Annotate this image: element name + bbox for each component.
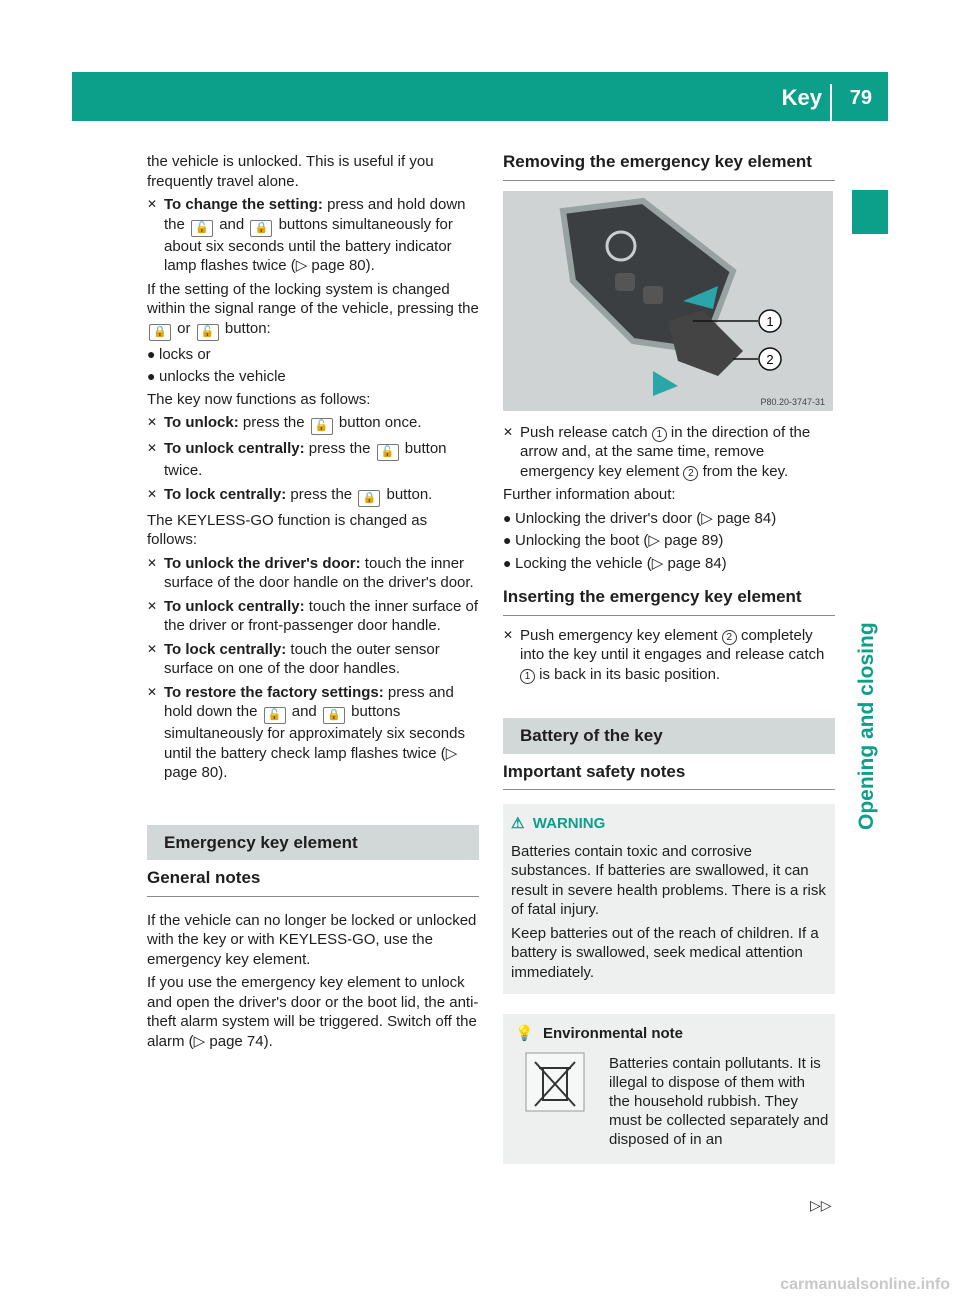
warning-text: Keep batteries out of the reach of children. If a battery is swallowed, seek medical attention immediately. xyxy=(511,924,819,981)
section-heading: Inserting the emergency key element xyxy=(503,587,835,616)
list-item-text: unlocks the vehicle xyxy=(159,368,286,385)
step-text: press and hold down the xyxy=(164,683,454,720)
step-text: completely into the key until it engages and release catch xyxy=(520,626,825,663)
page-ref-icon: ▷ xyxy=(648,532,660,549)
side-tab-label: Opening and closing xyxy=(855,622,878,830)
instruction-step xyxy=(503,423,835,482)
step-label: To lock centrally: xyxy=(164,485,287,503)
step-text: press the xyxy=(304,440,375,457)
callout-1-ref: 1 xyxy=(652,427,667,442)
step-label: To lock centrally: xyxy=(164,640,287,658)
page-link[interactable]: page 84) xyxy=(663,554,727,572)
instruction-step xyxy=(503,626,835,685)
bullet-icon: ● xyxy=(503,554,512,571)
instruction-step xyxy=(147,597,479,636)
warning-icon: ⚠ xyxy=(511,815,525,832)
lock-icon: 🔒 xyxy=(358,490,380,507)
step-arrow-icon: ✕ xyxy=(147,641,158,656)
section-heading: Battery of the key xyxy=(503,718,835,754)
page-number: 79 xyxy=(849,87,872,109)
paragraph: The key now functions as follows: xyxy=(147,390,371,408)
step-text: buttons simultaneously for approximately six seconds until the battery check lamp flashes twice ( xyxy=(164,703,465,762)
page-link[interactable]: page 80). xyxy=(307,257,375,274)
callout-2-ref: 2 xyxy=(722,630,737,645)
step-label: To restore the factory settings: xyxy=(164,683,384,701)
callout-2: 2 xyxy=(766,351,774,367)
step-arrow-icon: ✕ xyxy=(147,415,158,429)
step-label: To change the setting: xyxy=(164,196,323,213)
lock-icon: 🔒 xyxy=(149,324,171,341)
paragraph: The KEYLESS-GO function is changed as follows: xyxy=(147,511,428,548)
list-item xyxy=(503,554,835,574)
step-text: Push release catch xyxy=(520,423,652,441)
step-arrow-icon: ✕ xyxy=(147,684,158,699)
page-ref-icon: ▷ xyxy=(701,509,713,527)
header-divider xyxy=(830,84,832,121)
paragraph: the vehicle is unlocked. This is useful if you frequently travel alone. xyxy=(147,153,434,190)
step-text: Push emergency key element xyxy=(520,626,722,644)
instruction-step xyxy=(147,195,479,276)
chapter-title: Key xyxy=(781,85,822,110)
list-item xyxy=(503,531,835,551)
list-item xyxy=(147,367,479,387)
subsection-heading: General notes xyxy=(147,860,479,897)
step-text: is back in its basic position. xyxy=(535,665,721,683)
step-arrow-icon: ✕ xyxy=(147,555,158,570)
callout-1: 1 xyxy=(766,313,774,329)
unlock-icon: 🔓 xyxy=(197,324,219,341)
step-text: from the key. xyxy=(698,462,789,480)
unlock-icon: 🔓 xyxy=(377,444,399,461)
list-item-text: Unlocking the driver's door ( xyxy=(515,509,702,527)
step-text: touch the inner surface of the door handle on the driver's door. xyxy=(164,554,474,591)
paragraph: If the vehicle can no longer be locked or unlocked with the key or with KEYLESS-GO, use the emergency key element. xyxy=(147,911,477,968)
step-text: button twice. xyxy=(164,440,447,479)
step-text: press the xyxy=(286,485,357,503)
unlock-icon: 🔓 xyxy=(191,220,213,237)
list-item-text: locks or xyxy=(159,345,211,363)
unlock-icon: 🔓 xyxy=(311,418,333,435)
text: button: xyxy=(220,319,271,337)
side-tab-marker xyxy=(852,190,888,234)
bullet-icon: ● xyxy=(147,345,156,362)
step-text: press and hold down the xyxy=(164,196,466,233)
page-ref-icon: ▷ xyxy=(295,257,308,274)
step-arrow-icon: ✕ xyxy=(147,441,158,455)
left-column xyxy=(147,152,479,1055)
step-text: in the direction of the arrow and, at the same time, remove emergency key element xyxy=(520,423,811,480)
warning-title xyxy=(511,814,827,834)
step-text: touch the outer sensor surface on one of the door handles. xyxy=(164,640,440,677)
environmental-note-box xyxy=(503,1014,835,1164)
step-label: To unlock centrally: xyxy=(164,440,305,457)
step-text: press the xyxy=(238,414,309,431)
callout-2-ref: 2 xyxy=(683,466,698,481)
env-note-title xyxy=(515,1024,827,1044)
page-header xyxy=(72,72,888,121)
figure-code: P80.20-3747-31 xyxy=(760,396,825,407)
text: If the setting of the locking system is changed within the signal range of the vehicle, pressing the xyxy=(147,280,479,317)
key-figure xyxy=(503,191,833,411)
warning-title-text: WARNING xyxy=(532,815,606,832)
instruction-step xyxy=(147,485,479,507)
list-item-text: Locking the vehicle ( xyxy=(515,554,652,572)
lock-icon: 🔒 xyxy=(250,220,272,237)
step-text: button once. xyxy=(334,414,422,431)
page-link[interactable]: page 74). xyxy=(205,1032,273,1050)
step-arrow-icon: ✕ xyxy=(503,424,514,439)
paragraph: Further information about: xyxy=(503,486,676,503)
paragraph xyxy=(147,280,479,341)
step-arrow-icon: ✕ xyxy=(147,598,158,613)
text: or xyxy=(173,319,195,337)
instruction-step xyxy=(147,683,479,783)
step-text: buttons simultaneously for about six seconds until the battery indicator lamp flashes twice ( xyxy=(164,215,453,274)
lock-icon: 🔒 xyxy=(323,707,345,724)
crossed-out-bin-icon xyxy=(525,1052,585,1112)
side-tab xyxy=(857,600,883,830)
bullet-icon: ● xyxy=(503,509,512,526)
page-link[interactable]: page 80). xyxy=(164,764,228,781)
warning-text: Batteries contain toxic and corrosive substances. If batteries are swallowed, it can result in severe health problems. There is a risk of fatal injury. xyxy=(511,842,826,918)
bullet-icon: ● xyxy=(503,532,512,548)
key-illustration xyxy=(503,191,833,411)
text: If you use the emergency key element to unlock and open the driver's door or the boot lid, the anti-theft alarm system will be triggered. Switch off the alarm ( xyxy=(147,974,479,1050)
step-label: To unlock: xyxy=(164,414,239,431)
watermark: carmanualsonline.info xyxy=(780,1275,950,1293)
page-ref-icon: ▷ xyxy=(445,744,458,762)
warning-box xyxy=(503,804,835,994)
page-ref-icon: ▷ xyxy=(193,1032,206,1050)
instruction-step xyxy=(147,413,479,435)
page-ref-icon: ▷ xyxy=(651,554,664,572)
unlock-icon: 🔓 xyxy=(264,707,286,724)
continue-icon: ▷▷ xyxy=(810,1197,832,1213)
step-text: button. xyxy=(382,485,433,503)
bullet-icon: ● xyxy=(147,368,156,384)
list-item xyxy=(147,345,479,365)
step-text: and xyxy=(215,215,249,233)
right-column xyxy=(503,152,835,1164)
page-link[interactable]: page 89) xyxy=(659,532,724,549)
page-link[interactable]: page 84) xyxy=(712,509,777,527)
step-label: To unlock the driver's door: xyxy=(164,554,361,572)
section-heading: Emergency key element xyxy=(147,825,479,861)
env-note-title-text: Environmental note xyxy=(543,1025,684,1042)
section-heading: Removing the emergency key element xyxy=(503,152,835,181)
instruction-step xyxy=(147,640,479,679)
callout-1-ref: 1 xyxy=(520,669,535,684)
step-arrow-icon: ✕ xyxy=(147,486,158,501)
step-arrow-icon: ✕ xyxy=(503,627,514,642)
step-arrow-icon: ✕ xyxy=(147,197,158,211)
step-text: and xyxy=(287,703,321,720)
step-text: touch the inner surface of the driver or front-passenger door handle. xyxy=(164,597,479,634)
step-label: To unlock centrally: xyxy=(164,597,305,615)
env-note-text: Batteries contain pollutants. It is illegal to dispose of them with the household rubbish. They must be collected separately and disposed of in an xyxy=(609,1055,829,1148)
env-note-icon: 💡 xyxy=(515,1025,534,1042)
instruction-step xyxy=(147,439,479,481)
list-item xyxy=(503,509,835,529)
paragraph xyxy=(147,973,479,1051)
list-item-text: Unlocking the boot ( xyxy=(515,532,649,549)
instruction-step xyxy=(147,554,479,593)
subsection-heading: Important safety notes xyxy=(503,754,835,791)
